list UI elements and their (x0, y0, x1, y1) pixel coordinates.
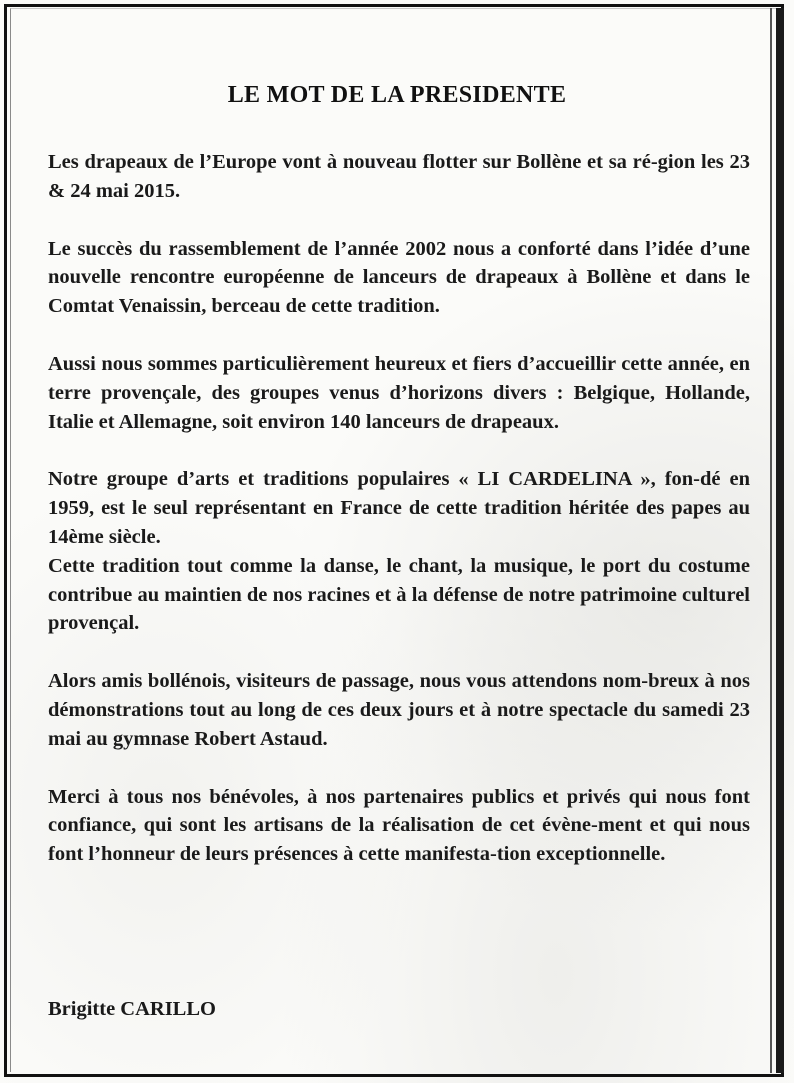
signature: Brigitte CARILLO (48, 998, 216, 1020)
paragraph: Notre groupe d’arts et traditions populaires « LI CARDELINA », fon-dé en 1959, est le seul représentant en France de cette tradition héritée des papes au 14ème siècle. (48, 468, 750, 548)
paragraph: Alors amis bollénois, visiteurs de passage, nous vous attendons nom-breux à nos démonstrations tout au long de ces deux jours et à notre spectacle du samedi 23 mai au gymnase Robert Astaud. (48, 670, 750, 750)
scan-edge-bar (776, 8, 784, 1073)
page-title: LE MOT DE LA PRESIDENTE (227, 82, 567, 108)
paragraph: Cette tradition tout comme la danse, le chant, la musique, le port du costume contribue au maintien de nos racines et à la défense de notre patrimoine culturel provençal. (48, 554, 750, 635)
scan-edge-shadow (770, 8, 772, 1073)
paragraph: Les drapeaux de l’Europe vont à nouveau flotter sur Bollène et sa ré-gion les 23 & 24 mai 2015. (48, 151, 750, 202)
paragraph: Aussi nous sommes particulièrement heureux et fiers d’accueillir cette année, en terre provençale, des groupes venus d’horizons divers : Belgique, Hollande, Italie et Allemagne, soit environ 140 lanceurs de drapeaux. (48, 352, 750, 433)
paragraph: Merci à tous nos bénévoles, à nos partenaires publics et privés qui nous font confiance, qui sont les artisans de la réalisation de cet évène-ment et qui nous font l’honneur de leurs présences à cette manifesta-tion exceptionnelle. (48, 785, 750, 866)
paragraph: Le succès du rassemblement de l’année 2002 nous a conforté dans l’idée d’une nouvelle rencontre européenne de lanceurs de drapeaux à Bollène et dans le Comtat Venaissin, berceau de cette tradition. (48, 237, 750, 318)
letter-body (48, 148, 750, 898)
